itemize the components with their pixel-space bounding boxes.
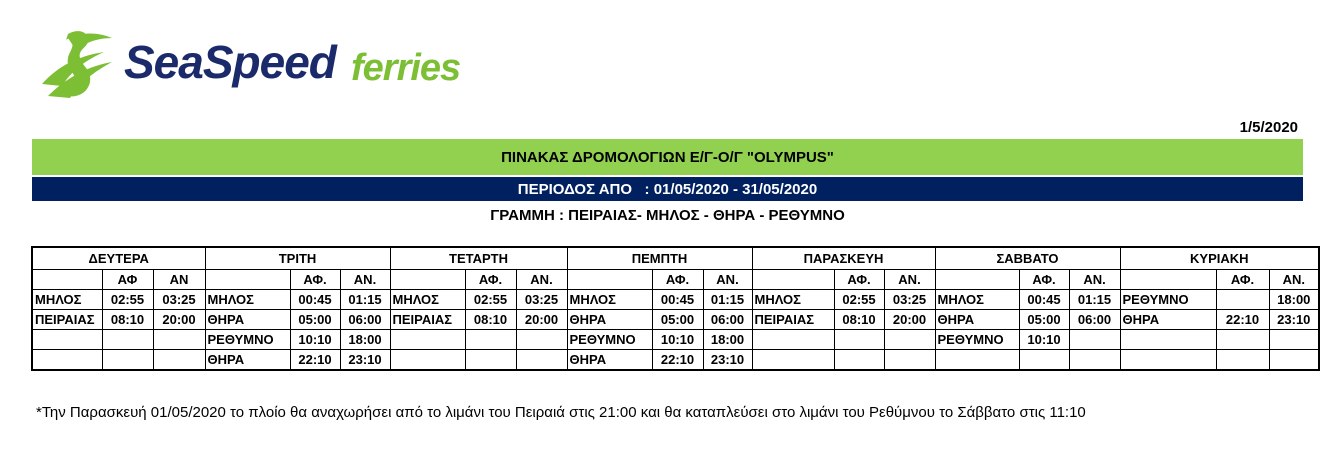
arrival-cell: 23:10 — [703, 350, 752, 371]
day-header: ΠΕΜΠΤΗ — [567, 247, 752, 270]
arrival-subheader: ΑΝ. — [1069, 270, 1120, 290]
schedule-table — [31, 246, 1320, 371]
port-cell — [32, 330, 102, 350]
arrival-subheader: ΑΝ. — [703, 270, 752, 290]
arrival-cell: 23:10 — [340, 350, 390, 371]
port-subheader — [1120, 270, 1216, 290]
port-cell — [390, 350, 465, 371]
day-header: ΠΑΡΑΣΚΕΥΗ — [752, 247, 935, 270]
departure-cell — [102, 330, 153, 350]
departure-cell: 08:10 — [465, 310, 516, 330]
departure-subheader: ΑΦ. — [834, 270, 884, 290]
departure-cell — [1216, 350, 1269, 371]
table-row — [32, 350, 1319, 371]
arrival-subheader: ΑΝ. — [516, 270, 567, 290]
arrival-cell — [516, 350, 567, 371]
departure-cell: 22:10 — [1216, 310, 1269, 330]
arrival-cell: 20:00 — [153, 310, 205, 330]
port-cell: ΘΗΡΑ — [567, 310, 652, 330]
port-subheader — [205, 270, 290, 290]
arrival-subheader: ΑΝ. — [340, 270, 390, 290]
arrival-cell — [1069, 350, 1120, 371]
document-date: 1/5/2020 — [1239, 119, 1298, 136]
arrival-cell: 01:15 — [703, 290, 752, 310]
arrival-cell: 03:25 — [516, 290, 567, 310]
table-row — [32, 290, 1319, 310]
port-cell: ΡΕΘΥΜΝΟ — [567, 330, 652, 350]
departure-cell — [834, 350, 884, 371]
day-header: ΣΑΒΒΑΤΟ — [935, 247, 1120, 270]
arrival-cell: 18:00 — [1269, 290, 1319, 310]
schedule-title-bar — [32, 139, 1303, 175]
port-cell — [390, 330, 465, 350]
port-cell: ΜΗΛΟΣ — [935, 290, 1019, 310]
departure-cell: 02:55 — [465, 290, 516, 310]
column-subheader-row — [32, 270, 1319, 290]
arrival-cell: 01:15 — [1069, 290, 1120, 310]
departure-cell — [465, 350, 516, 371]
arrival-subheader: ΑΝ. — [1269, 270, 1319, 290]
day-header: ΚΥΡΙΑΚΗ — [1120, 247, 1319, 270]
arrival-cell — [1069, 330, 1120, 350]
arrival-cell — [153, 350, 205, 371]
departure-subheader: ΑΦ — [102, 270, 153, 290]
departure-cell: 05:00 — [652, 310, 703, 330]
departure-cell: 08:10 — [834, 310, 884, 330]
departure-cell — [1216, 290, 1269, 310]
footnote: *Την Παρασκευή 01/05/2020 το πλοίο θα αναχωρήσει από το λιμάνι του Πειραιά στις 21:00 και θα καταπλεύσει στο λιμάνι του Ρεθύμνου το Σάββατο στις 11:10 — [36, 404, 1086, 421]
schedule-title: ΠΙΝΑΚΑΣ ΔΡΟΜΟΛΟΓΙΩΝ Ε/Γ-Ο/Γ "OLYMPUS" — [501, 148, 834, 166]
seaspeed-logo — [38, 26, 468, 108]
departure-cell — [834, 330, 884, 350]
port-cell: ΜΗΛΟΣ — [205, 290, 290, 310]
port-subheader — [752, 270, 834, 290]
arrival-cell — [516, 330, 567, 350]
departure-cell: 08:10 — [102, 310, 153, 330]
departure-cell: 02:55 — [102, 290, 153, 310]
arrival-subheader: ΑΝ. — [884, 270, 935, 290]
port-cell: ΜΗΛΟΣ — [32, 290, 102, 310]
port-cell — [1120, 350, 1216, 371]
seahorse-icon — [42, 31, 112, 98]
port-subheader — [935, 270, 1019, 290]
day-header: ΔΕΥΤΕΡΑ — [32, 247, 205, 270]
departure-cell: 00:45 — [1019, 290, 1069, 310]
arrival-cell: 20:00 — [516, 310, 567, 330]
arrival-cell: 20:00 — [884, 310, 935, 330]
departure-subheader: ΑΦ. — [652, 270, 703, 290]
port-cell — [935, 350, 1019, 371]
departure-cell — [1216, 330, 1269, 350]
port-cell: ΡΕΘΥΜΝΟ — [205, 330, 290, 350]
port-cell: ΠΕΙΡΑΙΑΣ — [390, 310, 465, 330]
port-cell: ΜΗΛΟΣ — [390, 290, 465, 310]
arrival-cell — [1269, 330, 1319, 350]
port-cell: ΘΗΡΑ — [567, 350, 652, 371]
departure-cell: 00:45 — [290, 290, 340, 310]
departure-subheader: ΑΦ. — [1019, 270, 1069, 290]
port-cell: ΡΕΘΥΜΝΟ — [1120, 290, 1216, 310]
arrival-cell — [1269, 350, 1319, 371]
departure-subheader: ΑΦ. — [290, 270, 340, 290]
day-header: ΤΡΙΤΗ — [205, 247, 390, 270]
departure-cell — [465, 330, 516, 350]
arrival-cell: 18:00 — [340, 330, 390, 350]
port-cell — [1120, 330, 1216, 350]
port-subheader — [390, 270, 465, 290]
departure-cell: 10:10 — [652, 330, 703, 350]
departure-cell: 05:00 — [1019, 310, 1069, 330]
departure-cell: 22:10 — [290, 350, 340, 371]
port-cell: ΜΗΛΟΣ — [752, 290, 834, 310]
port-cell: ΜΗΛΟΣ — [567, 290, 652, 310]
port-cell: ΠΕΙΡΑΙΑΣ — [752, 310, 834, 330]
brand-main: SeaSpeed — [124, 36, 336, 88]
arrival-cell: 23:10 — [1269, 310, 1319, 330]
table-row — [32, 330, 1319, 350]
period-text: ΠΕΡΙΟΔΟΣ ΑΠΟ : 01/05/2020 - 31/05/2020 — [517, 180, 818, 198]
port-cell: ΡΕΘΥΜΝΟ — [935, 330, 1019, 350]
port-cell: ΘΗΡΑ — [1120, 310, 1216, 330]
arrival-cell: 06:00 — [340, 310, 390, 330]
departure-cell — [102, 350, 153, 371]
day-header-row — [32, 247, 1319, 270]
day-header: ΤΕΤΑΡΤΗ — [390, 247, 567, 270]
port-cell: ΘΗΡΑ — [205, 310, 290, 330]
route-line — [32, 204, 1303, 226]
arrival-cell: 03:25 — [884, 290, 935, 310]
brand-sub: ferries — [351, 47, 461, 89]
period-bar — [32, 177, 1303, 201]
route-text: ΓΡΑΜΜΗ : ΠΕΙΡΑΙΑΣ- ΜΗΛΟΣ - ΘΗΡΑ - ΡΕΘΥΜΝΟ — [490, 206, 845, 224]
port-subheader — [32, 270, 102, 290]
arrival-subheader: ΑΝ — [153, 270, 205, 290]
arrival-cell: 06:00 — [1069, 310, 1120, 330]
arrival-cell — [884, 350, 935, 371]
port-cell: ΠΕΙΡΑΙΑΣ — [32, 310, 102, 330]
port-cell — [752, 350, 834, 371]
arrival-cell — [153, 330, 205, 350]
arrival-cell: 01:15 — [340, 290, 390, 310]
departure-cell: 10:10 — [1019, 330, 1069, 350]
port-cell: ΘΗΡΑ — [935, 310, 1019, 330]
departure-cell: 05:00 — [290, 310, 340, 330]
departure-cell: 10:10 — [290, 330, 340, 350]
table-row — [32, 310, 1319, 330]
departure-subheader: ΑΦ. — [465, 270, 516, 290]
arrival-cell: 03:25 — [153, 290, 205, 310]
port-subheader — [567, 270, 652, 290]
departure-cell — [1019, 350, 1069, 371]
port-cell — [752, 330, 834, 350]
departure-cell: 00:45 — [652, 290, 703, 310]
departure-cell: 22:10 — [652, 350, 703, 371]
port-cell: ΘΗΡΑ — [205, 350, 290, 371]
arrival-cell: 06:00 — [703, 310, 752, 330]
port-cell — [32, 350, 102, 371]
departure-cell: 02:55 — [834, 290, 884, 310]
arrival-cell — [884, 330, 935, 350]
departure-subheader: ΑΦ. — [1216, 270, 1269, 290]
arrival-cell: 18:00 — [703, 330, 752, 350]
